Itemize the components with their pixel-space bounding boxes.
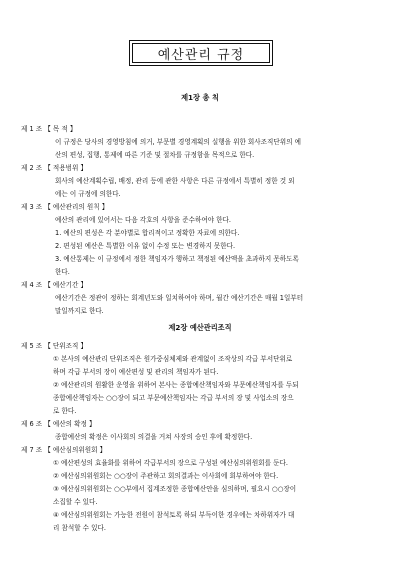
article-4-line-1: 예산기간은 정관이 정하는 회계년도와 일치하여야 하며, 월간 예산기간은 매월 1일부터 [55, 294, 304, 302]
article-5-line-5: 로 한다. [53, 407, 77, 415]
article-7-line-3: ③ 예산심의위원회는 ○○부에서 집계조정한 종합예산안을 심의하며, 필요시 ○○장이 [53, 485, 297, 493]
article-3-line-5: 한다. [55, 268, 70, 276]
document-title-box [129, 40, 273, 66]
article-5-heading: 제 5 조 【 단위조직 】 [21, 342, 88, 350]
article-3-line-2: 1. 예산의 편성은 각 분야별로 합리적이고 정확한 자료에 의한다. [55, 229, 240, 237]
article-1-line-2: 산의 편성, 집행, 통제에 따른 기준 및 절차를 규정함을 목적으로 한다. [55, 151, 255, 159]
article-5-line-2: 하며 각급 부서의 장이 예산편성 및 관리의 책임자가 된다. [53, 368, 219, 376]
article-4-line-2: 말일까지로 한다. [55, 307, 104, 315]
article-5-line-4: 종합예산책임자는 ○○장이 되고 부문예산책임자는 각급 부서의 장 및 사업소의 장으 [53, 394, 294, 402]
article-3-line-4: 3. 예산통제는 이 규정에서 정한 책임자가 행하고 책정된 예산액을 초과하지 못하도록 [55, 255, 299, 263]
article-2-line-1: 회사의 예산계획수립, 배정, 관리 등에 관한 사항은 다른 규정에서 특별히 정한 것 외 [55, 177, 295, 185]
chapter-2-heading: 제2장 예산관리조직 [168, 323, 232, 332]
article-2-line-2: 에는 이 규정에 의한다. [55, 190, 121, 198]
article-7-line-1: ① 예산편성의 효율화를 위하여 각급부서의 장으로 구성된 예산심의위원회를 둔다. [53, 459, 288, 467]
article-4-heading: 제 4 조 【 예산기간 】 [21, 281, 88, 289]
article-7-line-2: ② 예산심의위원회는 ○○장이 주관하고 회의결과는 이사회에 회부하여야 한다. [53, 472, 279, 480]
article-6-heading: 제 6 조 【 예산의 확정 】 [21, 420, 96, 428]
article-2-heading: 제 2 조 【 적용범위 】 [21, 164, 88, 172]
chapter-1-heading: 제1장 총 칙 [181, 93, 219, 102]
article-3-line-3: 2. 편성된 예산은 특별한 이유 없이 수정 또는 변경하지 못한다. [55, 242, 236, 250]
article-7-line-6: 리 참석할 수 있다. [53, 524, 106, 532]
article-7-line-4: 소집할 수 있다. [53, 498, 98, 506]
article-7-heading: 제 7 조 【 예산심의위원회 】 [21, 446, 107, 454]
article-6-line-1: 종합예산의 확정은 이사회의 의결을 거쳐 사장의 승인 후에 확정한다. [55, 433, 253, 441]
article-5-line-1: ① 본사의 예산관리 단위조직은 원가중심체제와 관계없이 조작상의 각급 부서단위로 [53, 355, 293, 363]
article-1-heading: 제 1 조 【 목 적 】 [21, 125, 77, 133]
article-7-line-5: ④ 예산심의위원회는 가능한 전원이 참석토록 하되 부득이한 경우에는 차하위자가 대 [53, 511, 295, 519]
article-3-line-1: 예산의 관리에 있어서는 다음 각호의 사항을 준수하여야 한다. [55, 216, 232, 224]
article-5-line-3: ② 예산관리의 원활한 운영을 위하여 본사는 종합예산책임자와 부문예산책임자를 두되 [53, 381, 299, 389]
article-1-line-1: 이 규정은 당사의 경영방침에 의거, 부문별 경영계획의 실행을 위한 회사조직단위의 예 [55, 138, 301, 146]
document-title: 예산관리 규정 [157, 47, 245, 63]
article-3-heading: 제 3 조 【 예산관리의 원칙 】 [21, 203, 109, 211]
